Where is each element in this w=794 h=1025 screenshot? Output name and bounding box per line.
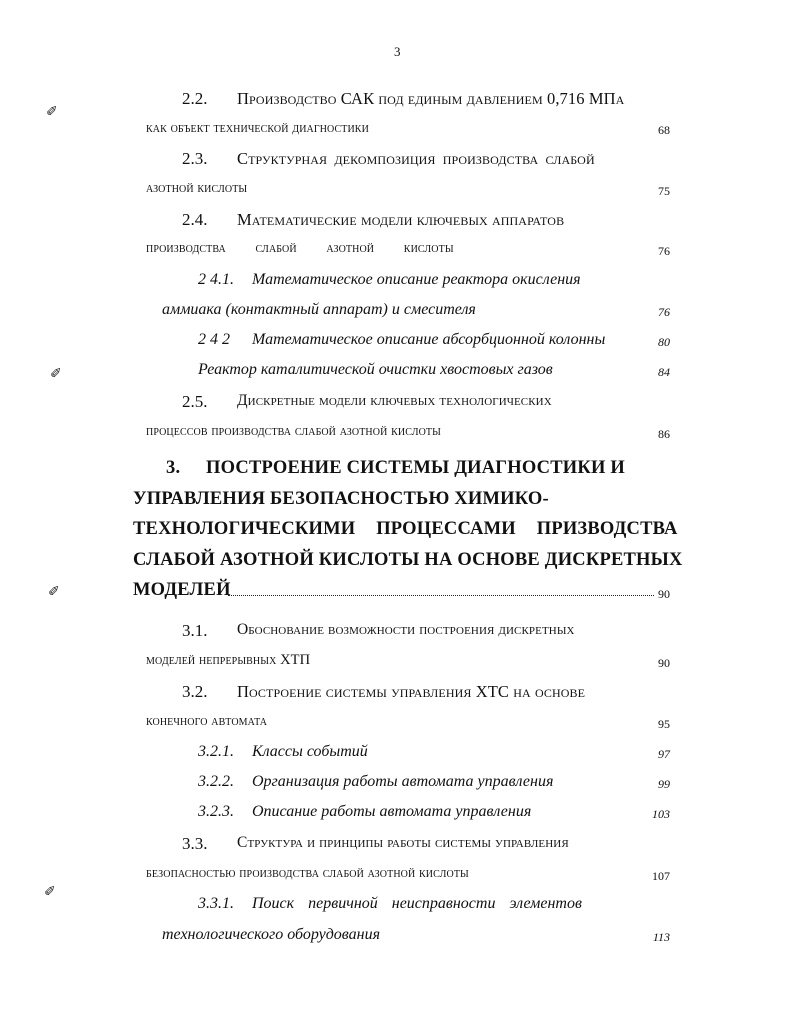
toc-entry-page: 103 [652, 807, 670, 821]
toc-entry-title-cont: технологического оборудования [162, 926, 381, 943]
toc-entry-title: Структура и принципы работы системы управления [237, 834, 569, 851]
margin-mark: ✐ [50, 367, 62, 382]
toc-entry-number: 3.3.1. [198, 895, 234, 912]
toc-entry-title: Обоснование возможности построения дискретных [237, 621, 575, 638]
toc-entry-page: 97 [658, 747, 670, 761]
toc-entry-page: 86 [658, 427, 670, 441]
toc-entry-title: Поиск первичной неисправности элементов [252, 895, 582, 912]
toc-entry-title: Математическое описание реактора окисления [252, 271, 581, 288]
toc-entry-number: 3.2. [182, 682, 208, 701]
toc-entry-page: 68 [658, 123, 670, 137]
toc-chapter-number: 3. [166, 458, 181, 478]
toc-entry-title-cont: конечного автомата [146, 713, 268, 729]
margin-mark: ✐ [46, 105, 58, 120]
toc-entry-page: 90 [658, 656, 670, 670]
toc-entry-number: 3.2.1. [198, 743, 234, 760]
toc-entry-number: 2.4. [182, 210, 208, 229]
toc-entry-title-cont: моделей непрерывных ХТП [146, 652, 311, 668]
toc-chapter-title-cont: УПРАВЛЕНИЯ БЕЗОПАСНОСТЬЮ ХИМИКО- [133, 489, 549, 509]
toc-entry-title: Математические модели ключевых аппаратов [237, 210, 565, 229]
toc-entry-title-cont: аммиака (контактный аппарат) и смесителя [162, 301, 476, 318]
toc-entry-title: Математическое описание абсорбционной колонны [252, 331, 606, 348]
toc-entry-number: 2 4.1. [198, 271, 234, 288]
toc-entry-number: 3.3. [182, 834, 208, 853]
toc-entry-page: 113 [652, 930, 670, 944]
dot-leader [228, 593, 654, 596]
toc-entry-title-cont: безопасностью производства слабой азотной кислоты [146, 865, 469, 881]
toc-entry-title-cont: как объект технической диагностики [146, 120, 369, 136]
toc-entry-title-cont: азотной кислоты [146, 180, 248, 196]
toc-entry-page: 84 [658, 365, 670, 379]
toc-entry-page: 95 [658, 717, 670, 731]
toc-entry-page: 80 [658, 335, 670, 349]
toc-entry-page: 90 [658, 587, 670, 601]
toc-entry-page: 75 [658, 184, 670, 198]
toc-entry-title: Построение системы управления ХТС на основе [237, 682, 586, 701]
toc-entry-page: 76 [658, 244, 670, 258]
toc-chapter-title-cont: МОДЕЛЕЙ [133, 580, 231, 600]
toc-entry-title: Описание работы автомата управления [252, 803, 532, 820]
toc-entry-page: 107 [652, 869, 670, 883]
toc-entry-title-cont: производства слабой азотной кислоты [146, 240, 454, 256]
margin-mark: ✐ [48, 585, 60, 600]
toc-entry-number: 2.5. [182, 392, 208, 411]
toc-entry-number: 2 4 2 [198, 331, 230, 348]
toc-chapter-title-cont: ТЕХНОЛОГИЧЕСКИМИ ПРОЦЕССАМИ ПРИЗВОДСТВА [133, 519, 678, 539]
toc-entry-title: Производство САК под единым давлением 0,716 МПа [237, 89, 625, 108]
toc-entry-number: 2.2. [182, 89, 208, 108]
toc-entry-number: 3.1. [182, 621, 208, 640]
margin-mark: ✐ [44, 885, 56, 900]
toc-entry-title: Структурная декомпозиция производства слабой [237, 149, 595, 168]
toc-entry-title-cont: процессов производства слабой азотной кислоты [146, 423, 441, 439]
toc-chapter-title-cont: СЛАБОЙ АЗОТНОЙ КИСЛОТЫ НА ОСНОВЕ ДИСКРЕТНЫХ [133, 550, 683, 570]
toc-entry-page: 76 [658, 305, 670, 319]
toc-entry-title: Дискретные модели ключевых технологических [237, 392, 552, 409]
toc-entry-number: 3.2.2. [198, 773, 234, 790]
toc-entry-title: Реактор каталитической очистки хвостовых газов [198, 361, 553, 378]
toc-chapter-title: ПОСТРОЕНИЕ СИСТЕМЫ ДИАГНОСТИКИ И [206, 458, 625, 478]
toc-entry-number: 3.2.3. [198, 803, 234, 820]
toc-entry-page: 99 [658, 777, 670, 791]
page-number: 3 [394, 44, 401, 59]
toc-entry-number: 2.3. [182, 149, 208, 168]
toc-entry-title: Классы событий [252, 743, 368, 760]
toc-entry-title: Организация работы автомата управления [252, 773, 554, 790]
